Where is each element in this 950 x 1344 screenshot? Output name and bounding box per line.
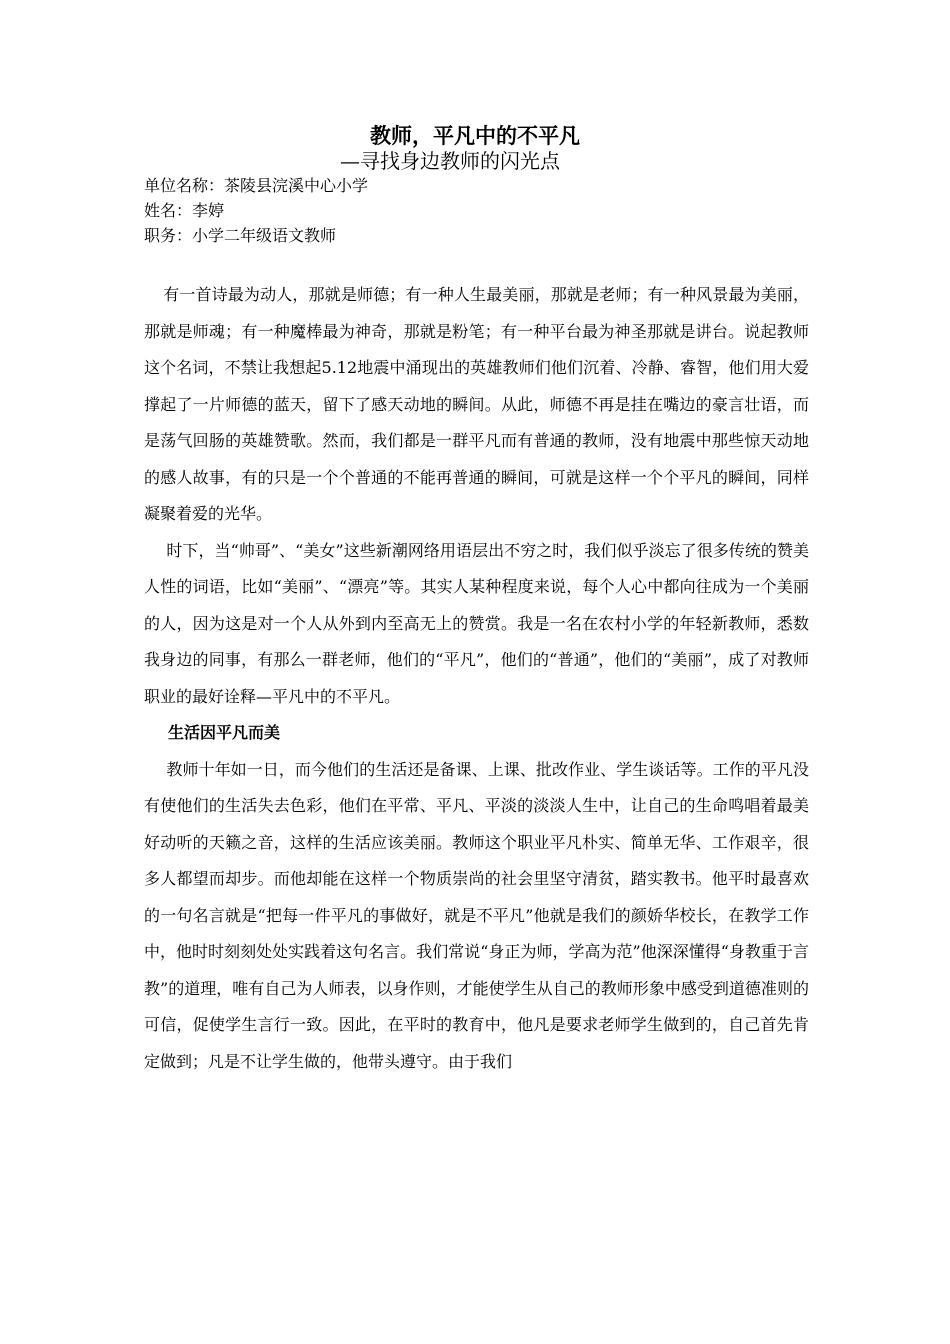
section-heading: 生活因平凡而美	[168, 723, 281, 742]
document-title: 教师，平凡中的不平凡	[370, 123, 580, 148]
section-paragraph: 教师十年如一日，而今他们的生活还是备课、上课、批改作业、学生谈话等。工作的平凡没有使他们的生活失去色彩，他们在平常、平凡、平淡的淡淡人生中，让自己的生命鸣唱着最美好动听的天籁之音，这样的生活应该美丽。教师这个职业平凡朴实、简单无华、工作艰辛，很多人都望而却步。而他却能在这样一个物质崇尚的社会里坚守清贫，踏实教书。他平时最喜欢的一句名言就是“把每一件平凡的事做好，就是不平凡”他就是我们的颜娇华校长，在教学工作中，他时时刻刻处处实践着这句名言。我们常说“身正为师，学高为范”他深深懂得“身教重于言教”的道理，唯有自己为人师表，以身作则，才能使学生从自己的教师形象中感受到道德准则的可信，促使学生言行一致。因此，在平时的教育中，他凡是要求老师学生做到的，自己首先肯定做到；凡是不让学生做的，他带头遵守。由于我们	[144, 759, 809, 1071]
body-paragraph: 有一首诗最为动人，那就是师德；有一种人生最美丽，那就是老师；有一种风景最为美丽，那就是师魂；有一种魔棒最为神奇，那就是粉笔；有一种平台最为神圣那就是讲台。说起教师这个名词，不禁让我想起5.12地震中涌现出的英雄教师们他们沉着、冷静、睿智，他们用大爱撑起了一片师德的蓝天，留下了感天动地的瞬间。从此，师德不再是挂在嘴边的豪言壮语，而是荡气回肠的英雄赞歌。然而，我们都是一群平凡而有普通的教师，没有地震中那些惊天动地的感人故事，有的只是一个个普通的不能再普通的瞬间，可就是这样一个个平凡的瞬间，同样凝聚着爱的光华。	[144, 285, 809, 523]
unit-name: 单位名称：茶陵县浣溪中心小学	[144, 176, 369, 195]
author-position: 职务：小学二年级语文教师	[144, 226, 337, 245]
body-paragraph: 时下，当“帅哥”、“美女”这些新潮网络用语层出不穷之时，我们似乎淡忘了很多传统的赞美人性的词语，比如“美丽”、“漂亮”等。其实人某种程度来说，每个人心中都向往成为一个美丽的人，因为这是对一个人从外到内至高无上的赞赏。我是一名在农村小学的年轻新教师，悉数我身边的同事，有那么一群老师，他们的“平凡”，他们的“普通”，他们的“美丽”，成了对教师职业的最好诠释—平凡中的不平凡。	[144, 540, 809, 706]
document-subtitle: —寻找身边教师的闪光点	[340, 149, 560, 173]
document-body	[144, 277, 809, 1080]
author-name: 姓名：李婷	[144, 201, 225, 220]
